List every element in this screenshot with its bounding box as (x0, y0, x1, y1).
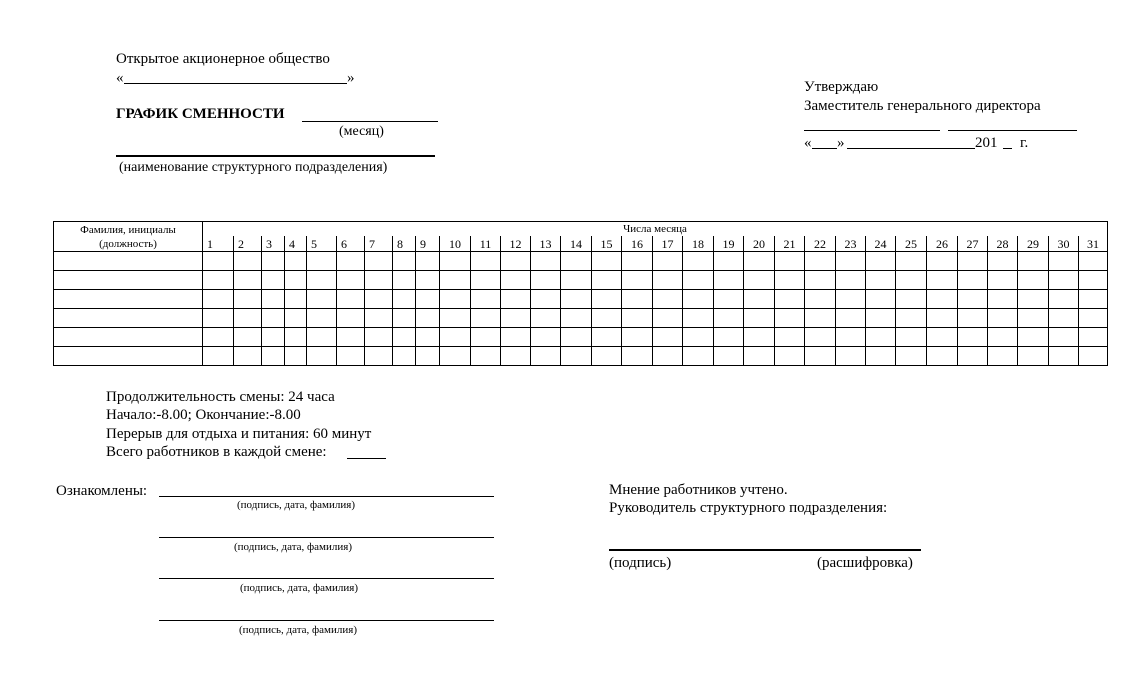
org-close-quote: » (347, 70, 355, 86)
day-number-cell: 3 (262, 236, 285, 252)
shift-cell[interactable] (714, 347, 744, 366)
shift-cell[interactable] (262, 290, 285, 309)
shift-cell[interactable] (440, 290, 471, 309)
date-open-quote: « (804, 135, 812, 151)
shift-cell[interactable] (744, 252, 775, 271)
shift-cell[interactable] (1018, 290, 1049, 309)
shift-cell[interactable] (653, 347, 683, 366)
shift-cell[interactable] (1049, 309, 1079, 328)
table-row (54, 328, 1108, 347)
shift-cell[interactable] (683, 328, 714, 347)
shift-cell[interactable] (988, 271, 1018, 290)
shift-cell[interactable] (416, 290, 440, 309)
shift-cell[interactable] (896, 252, 927, 271)
shift-cell[interactable] (440, 328, 471, 347)
shift-cell[interactable] (988, 347, 1018, 366)
shift-cell[interactable] (501, 347, 531, 366)
shift-cell[interactable] (262, 252, 285, 271)
shift-cell[interactable] (471, 290, 501, 309)
shift-cell[interactable] (958, 309, 988, 328)
shift-cell[interactable] (1018, 252, 1049, 271)
date-year-suffix: г. (1020, 135, 1029, 151)
opinion-line-2: Руководитель структурного подразделения: (609, 500, 888, 516)
shift-cell[interactable] (896, 328, 927, 347)
day-number-cell: 9 (416, 236, 440, 252)
shift-cell[interactable] (365, 252, 393, 271)
date-close-quote: » (837, 135, 845, 151)
shift-cell[interactable] (471, 309, 501, 328)
shift-cell[interactable] (440, 309, 471, 328)
shift-cell[interactable] (958, 290, 988, 309)
day-number-cell: 18 (683, 236, 714, 252)
approver-name-line[interactable] (948, 130, 1077, 131)
opinion-line-1: Мнение работников учтено. (609, 482, 788, 498)
day-number-cell: 4 (285, 236, 307, 252)
shift-cell[interactable] (531, 252, 561, 271)
ack-signature-caption-2: (подпись, дата, фамилия) (234, 541, 352, 553)
shift-cell[interactable] (805, 271, 836, 290)
acknowledged-label: Ознакомлены: (56, 483, 148, 499)
shift-cell[interactable] (622, 271, 653, 290)
shift-cell[interactable] (561, 328, 592, 347)
shift-cell[interactable] (653, 328, 683, 347)
shift-cell[interactable] (927, 252, 958, 271)
shift-cell[interactable] (836, 347, 866, 366)
shift-cell[interactable] (896, 309, 927, 328)
shift-cell[interactable] (896, 271, 927, 290)
shift-cell[interactable] (234, 328, 262, 347)
organization-name-line[interactable] (124, 83, 347, 84)
shift-cell[interactable] (714, 290, 744, 309)
shift-break: Перерыв для отдыха и питания: 60 минут (106, 426, 372, 442)
shift-cell[interactable] (1079, 271, 1108, 290)
shift-cell[interactable] (744, 309, 775, 328)
shift-cell[interactable] (416, 271, 440, 290)
shift-cell[interactable] (1079, 252, 1108, 271)
shift-cell[interactable] (561, 252, 592, 271)
shift-cell[interactable] (653, 252, 683, 271)
shift-cell[interactable] (307, 309, 337, 328)
day-number-cell: 21 (775, 236, 805, 252)
day-number-cell: 19 (714, 236, 744, 252)
ack-signature-caption-4: (подпись, дата, фамилия) (239, 624, 357, 636)
shift-cell[interactable] (683, 252, 714, 271)
shift-start-end: Начало:-8.00; Окончание:-8.00 (106, 407, 301, 423)
date-month-line[interactable] (847, 148, 975, 149)
shift-cell[interactable] (988, 290, 1018, 309)
shift-cell[interactable] (622, 309, 653, 328)
shift-cell[interactable] (1018, 271, 1049, 290)
shift-cell[interactable] (531, 290, 561, 309)
shift-cell[interactable] (927, 309, 958, 328)
shift-cell[interactable] (592, 328, 622, 347)
shift-cell[interactable] (471, 252, 501, 271)
day-number-cell: 29 (1018, 236, 1049, 252)
shift-cell[interactable] (958, 328, 988, 347)
employee-name-cell[interactable] (54, 271, 203, 290)
day-number-cell: 12 (501, 236, 531, 252)
shift-cell[interactable] (307, 271, 337, 290)
shift-cell[interactable] (1079, 347, 1108, 366)
shift-cell[interactable] (203, 328, 234, 347)
shift-cell[interactable] (988, 309, 1018, 328)
shift-cell[interactable] (714, 328, 744, 347)
shift-cell[interactable] (836, 252, 866, 271)
shift-cell[interactable] (683, 271, 714, 290)
day-number-cell: 16 (622, 236, 653, 252)
shift-cell[interactable] (416, 309, 440, 328)
day-number-cell: 5 (307, 236, 337, 252)
day-number-cell: 24 (866, 236, 896, 252)
day-number-cell: 15 (592, 236, 622, 252)
shift-cell[interactable] (285, 271, 307, 290)
page-title: ГРАФИК СМЕННОСТИ (116, 106, 285, 122)
shift-cell[interactable] (775, 347, 805, 366)
shift-cell[interactable] (1049, 347, 1079, 366)
employee-name-cell[interactable] (54, 328, 203, 347)
head-signature-label: (подпись) (609, 555, 672, 571)
shift-cell[interactable] (501, 328, 531, 347)
month-line[interactable] (302, 121, 438, 122)
shift-cell[interactable] (714, 252, 744, 271)
shift-cell[interactable] (775, 271, 805, 290)
shift-cell[interactable] (561, 271, 592, 290)
shift-cell[interactable] (1018, 328, 1049, 347)
employee-name-cell[interactable] (54, 347, 203, 366)
shift-cell[interactable] (393, 271, 416, 290)
shift-cell[interactable] (1049, 290, 1079, 309)
shift-cell[interactable] (501, 252, 531, 271)
shift-cell[interactable] (866, 290, 896, 309)
shift-cell[interactable] (653, 309, 683, 328)
day-number-cell: 26 (927, 236, 958, 252)
shift-cell[interactable] (262, 271, 285, 290)
shift-cell[interactable] (471, 347, 501, 366)
shift-cell[interactable] (501, 309, 531, 328)
day-number-cell: 7 (365, 236, 393, 252)
table-row (54, 347, 1108, 366)
day-number-cell: 28 (988, 236, 1018, 252)
organization-type: Открытое акционерное общество (116, 51, 330, 67)
approval-position: Заместитель генерального директора (804, 98, 1041, 114)
ack-signature-line-1[interactable] (159, 496, 494, 497)
shift-cell[interactable] (958, 347, 988, 366)
shift-cell[interactable] (337, 290, 365, 309)
shift-cell[interactable] (775, 328, 805, 347)
day-number-cell: 13 (531, 236, 561, 252)
shift-cell[interactable] (805, 309, 836, 328)
shift-cell[interactable] (744, 290, 775, 309)
shift-cell[interactable] (531, 271, 561, 290)
shift-cell[interactable] (203, 309, 234, 328)
name-column-header-line1: Фамилия, инициалы (80, 223, 176, 236)
table-header-row (54, 222, 1108, 237)
shift-cell[interactable] (393, 328, 416, 347)
date-day-line[interactable] (812, 148, 837, 149)
day-number-cell: 1 (203, 236, 234, 252)
shift-cell[interactable] (958, 271, 988, 290)
shift-cell[interactable] (365, 309, 393, 328)
shift-cell[interactable] (561, 290, 592, 309)
shift-cell[interactable] (927, 347, 958, 366)
shift-cell[interactable] (501, 290, 531, 309)
shift-cell[interactable] (866, 309, 896, 328)
head-signature-line[interactable] (609, 549, 921, 551)
day-number-cell: 22 (805, 236, 836, 252)
employee-name-cell[interactable] (54, 290, 203, 309)
shift-cell[interactable] (805, 347, 836, 366)
day-number-cell: 11 (471, 236, 501, 252)
shift-cell[interactable] (805, 290, 836, 309)
shift-cell[interactable] (416, 328, 440, 347)
shift-cell[interactable] (927, 271, 958, 290)
shift-cell[interactable] (592, 309, 622, 328)
days-header: Числа месяца (203, 222, 1108, 237)
table-row (54, 290, 1108, 309)
department-caption: (наименование структурного подразделения) (119, 160, 388, 175)
shift-cell[interactable] (1079, 309, 1108, 328)
shift-cell[interactable] (307, 347, 337, 366)
shift-cell[interactable] (365, 347, 393, 366)
shift-cell[interactable] (1049, 271, 1079, 290)
day-number-cell: 30 (1049, 236, 1079, 252)
shift-cell[interactable] (866, 347, 896, 366)
shift-cell[interactable] (307, 290, 337, 309)
shift-cell[interactable] (262, 309, 285, 328)
employee-name-cell[interactable] (54, 309, 203, 328)
shift-cell[interactable] (416, 252, 440, 271)
shift-cell[interactable] (471, 271, 501, 290)
shift-cell[interactable] (958, 252, 988, 271)
shift-cell[interactable] (653, 290, 683, 309)
name-column-header (54, 222, 203, 252)
shift-cell[interactable] (775, 290, 805, 309)
shift-cell[interactable] (683, 347, 714, 366)
ack-signature-caption-3: (подпись, дата, фамилия) (240, 582, 358, 594)
shift-cell[interactable] (531, 347, 561, 366)
shift-cell[interactable] (285, 252, 307, 271)
shift-cell[interactable] (714, 309, 744, 328)
shift-cell[interactable] (866, 271, 896, 290)
shift-cell[interactable] (285, 290, 307, 309)
month-caption: (месяц) (339, 124, 384, 139)
shift-cell[interactable] (561, 347, 592, 366)
shift-cell[interactable] (1018, 309, 1049, 328)
day-number-cell: 20 (744, 236, 775, 252)
shift-cell[interactable] (234, 290, 262, 309)
shift-cell[interactable] (393, 347, 416, 366)
shift-cell[interactable] (1049, 328, 1079, 347)
shift-cell[interactable] (927, 290, 958, 309)
shift-cell[interactable] (592, 271, 622, 290)
shift-cell[interactable] (775, 309, 805, 328)
shift-cell[interactable] (622, 328, 653, 347)
shift-cell[interactable] (836, 309, 866, 328)
shift-cell[interactable] (262, 328, 285, 347)
shift-cell[interactable] (592, 290, 622, 309)
shift-cell[interactable] (501, 271, 531, 290)
shift-cell[interactable] (262, 347, 285, 366)
shift-cell[interactable] (365, 290, 393, 309)
shift-cell[interactable] (203, 271, 234, 290)
table-row (54, 252, 1108, 271)
day-number-cell: 17 (653, 236, 683, 252)
shift-cell[interactable] (285, 309, 307, 328)
day-number-cell: 6 (337, 236, 365, 252)
shift-cell[interactable] (234, 252, 262, 271)
shift-cell[interactable] (365, 328, 393, 347)
shift-cell[interactable] (337, 347, 365, 366)
workers-per-shift: Всего работников в каждой смене: (106, 444, 327, 460)
shift-cell[interactable] (683, 309, 714, 328)
day-number-cell: 8 (393, 236, 416, 252)
ack-signature-caption-1: (подпись, дата, фамилия) (237, 499, 355, 511)
day-number-cell: 25 (896, 236, 927, 252)
shift-cell[interactable] (866, 252, 896, 271)
shift-cell[interactable] (622, 290, 653, 309)
shift-cell[interactable] (531, 309, 561, 328)
shift-cell[interactable] (683, 290, 714, 309)
shift-cell[interactable] (988, 252, 1018, 271)
day-number-cell: 23 (836, 236, 866, 252)
shift-cell[interactable] (1018, 347, 1049, 366)
date-year-prefix: 201 (975, 135, 998, 151)
name-column-header-line2: (должность) (99, 237, 157, 250)
shift-cell[interactable] (744, 347, 775, 366)
department-line[interactable] (116, 155, 435, 157)
shift-cell[interactable] (440, 347, 471, 366)
shift-cell[interactable] (471, 328, 501, 347)
day-number-cell: 14 (561, 236, 592, 252)
shift-cell[interactable] (337, 328, 365, 347)
shift-cell[interactable] (285, 347, 307, 366)
shift-cell[interactable] (836, 271, 866, 290)
ack-signature-line-4[interactable] (159, 620, 494, 621)
workers-count-line[interactable] (347, 458, 386, 459)
head-decode-label: (расшифровка) (817, 555, 913, 571)
shift-cell[interactable] (1079, 328, 1108, 347)
shift-cell[interactable] (393, 309, 416, 328)
shift-cell[interactable] (896, 347, 927, 366)
shift-cell[interactable] (307, 252, 337, 271)
shift-cell[interactable] (203, 347, 234, 366)
employee-name-cell[interactable] (54, 252, 203, 271)
day-number-cell: 2 (234, 236, 262, 252)
shift-cell[interactable] (416, 347, 440, 366)
org-open-quote: « (116, 70, 124, 86)
shift-cell[interactable] (337, 309, 365, 328)
shift-cell[interactable] (337, 271, 365, 290)
shift-cell[interactable] (836, 290, 866, 309)
day-number-cell: 31 (1079, 236, 1108, 252)
approver-signature-line[interactable] (804, 130, 940, 131)
shift-cell[interactable] (234, 309, 262, 328)
shift-cell[interactable] (561, 309, 592, 328)
shift-cell[interactable] (805, 252, 836, 271)
shift-cell[interactable] (1079, 290, 1108, 309)
shift-cell[interactable] (203, 252, 234, 271)
shift-duration: Продолжительность смены: 24 часа (106, 389, 335, 405)
shift-cell[interactable] (592, 252, 622, 271)
shift-cell[interactable] (234, 271, 262, 290)
table-row (54, 309, 1108, 328)
shift-cell[interactable] (744, 328, 775, 347)
shift-cell[interactable] (988, 328, 1018, 347)
shift-cell[interactable] (622, 252, 653, 271)
shift-cell[interactable] (592, 347, 622, 366)
ack-signature-line-2[interactable] (159, 537, 494, 538)
shift-cell[interactable] (307, 328, 337, 347)
shift-cell[interactable] (234, 347, 262, 366)
shift-cell[interactable] (896, 290, 927, 309)
shift-cell[interactable] (203, 290, 234, 309)
day-numbers-row (54, 236, 1108, 252)
shift-cell[interactable] (805, 328, 836, 347)
shift-cell[interactable] (1049, 252, 1079, 271)
shift-cell[interactable] (393, 290, 416, 309)
shift-schedule-table (53, 221, 1108, 366)
table-row (54, 271, 1108, 290)
shift-cell[interactable] (440, 252, 471, 271)
day-number-cell: 27 (958, 236, 988, 252)
shift-cell[interactable] (775, 252, 805, 271)
shift-cell[interactable] (337, 252, 365, 271)
shift-cell[interactable] (531, 328, 561, 347)
shift-cell[interactable] (285, 328, 307, 347)
date-year-digit-line[interactable] (1003, 148, 1012, 149)
approval-label: Утверждаю (804, 79, 879, 95)
ack-signature-line-3[interactable] (159, 578, 494, 579)
shift-cell[interactable] (365, 271, 393, 290)
shift-cell[interactable] (866, 328, 896, 347)
shift-cell[interactable] (440, 271, 471, 290)
day-number-cell: 10 (440, 236, 471, 252)
shift-cell[interactable] (622, 347, 653, 366)
shift-cell[interactable] (714, 271, 744, 290)
shift-cell[interactable] (653, 271, 683, 290)
shift-cell[interactable] (393, 252, 416, 271)
shift-cell[interactable] (744, 271, 775, 290)
shift-cell[interactable] (836, 328, 866, 347)
shift-cell[interactable] (927, 328, 958, 347)
